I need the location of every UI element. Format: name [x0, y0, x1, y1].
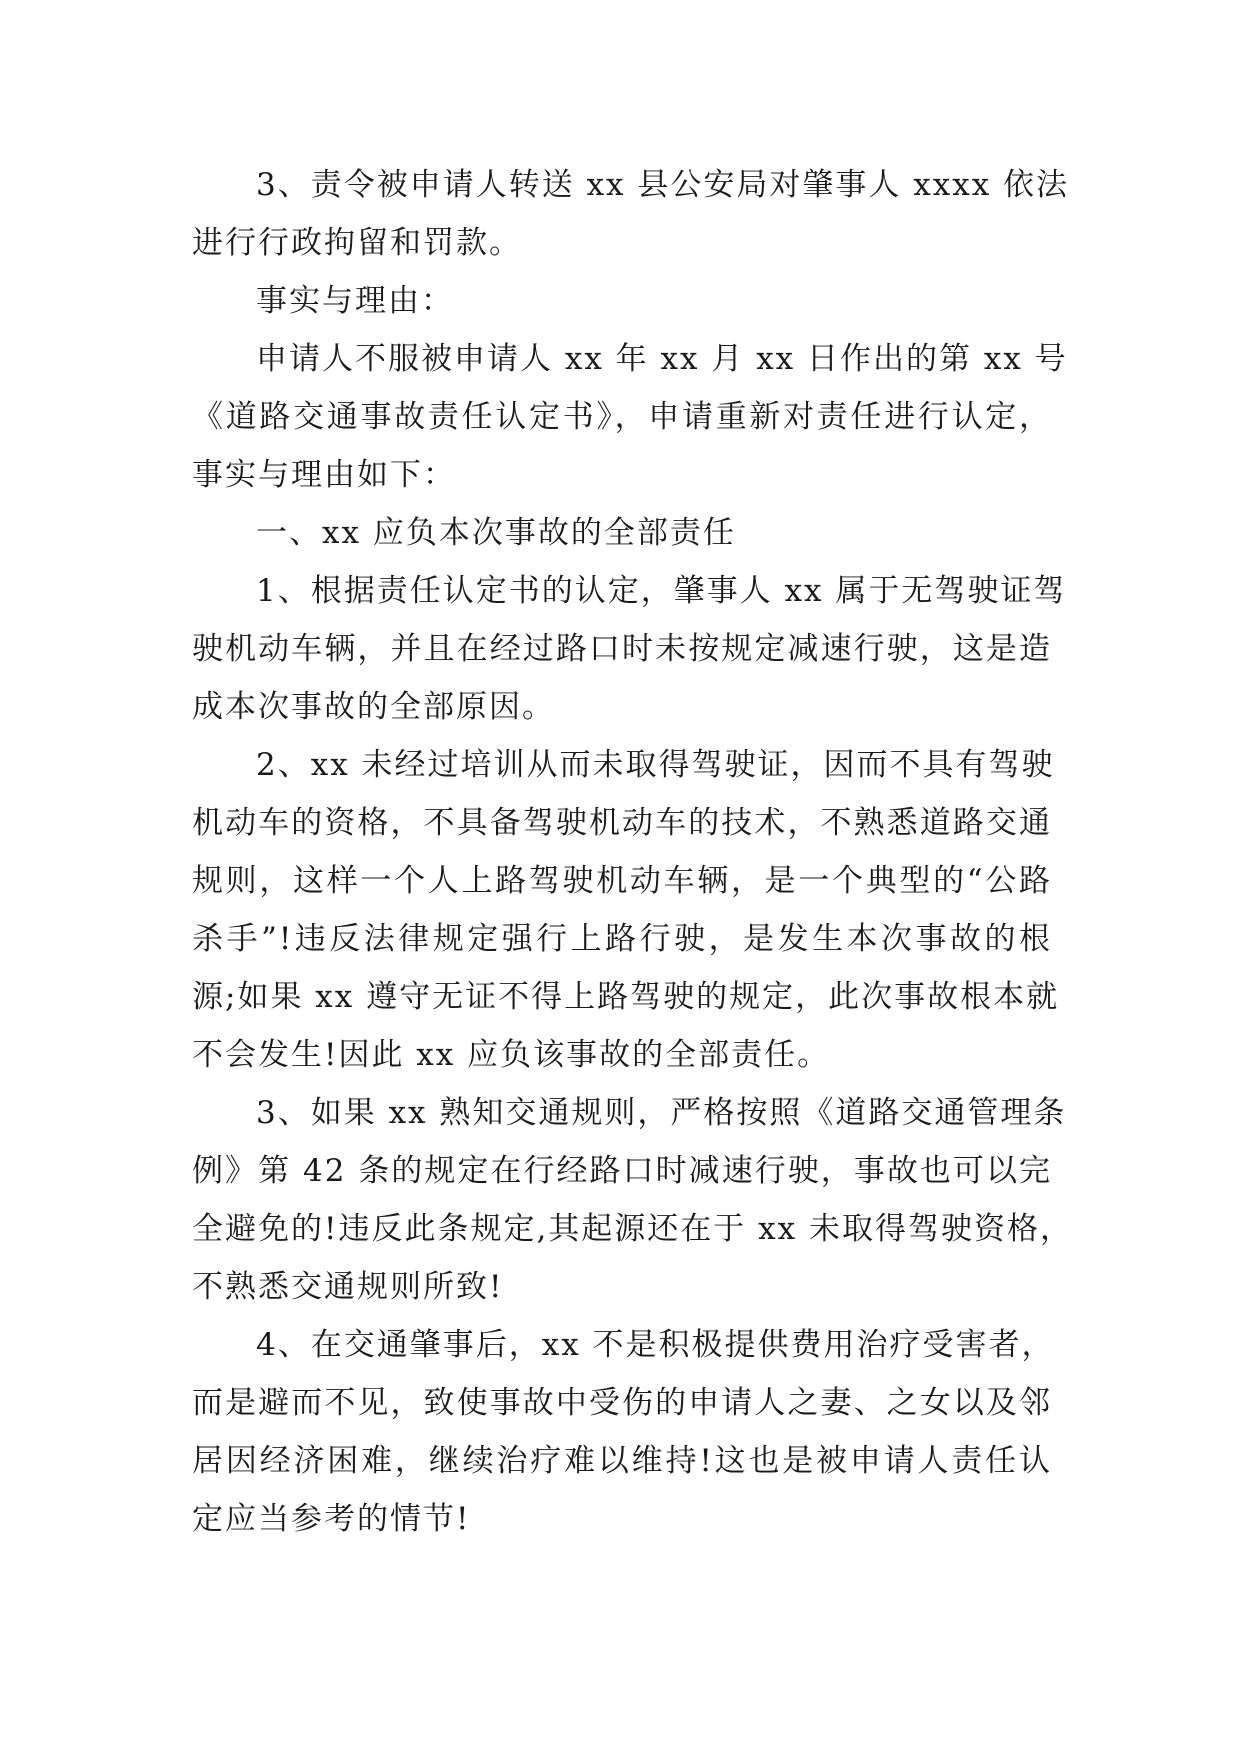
- text-line-1: 3、责令被申请人转送 xx 县公安局对肇事人 xxxx 依法: [256, 167, 1070, 203]
- text-line-24: 定应当参考的情节!: [192, 1501, 471, 1537]
- text-line-13: 规则，这样一个人上路驾驶机动车辆，是一个典型的“公路: [192, 863, 1052, 899]
- text-line-14: 杀手”!违反法律规定强行上路行驶，是发生本次事故的根: [192, 921, 1052, 957]
- text-line-8: 1、根据责任认定书的认定，肇事人 xx 属于无驾驶证驾: [256, 573, 1067, 609]
- text-line-22: 而是避而不见，致使事故中受伤的申请人之妻、之女以及邻: [192, 1385, 1052, 1421]
- text-line-16: 不会发生!因此 xx 应负该事故的全部责任。: [192, 1037, 831, 1073]
- text-line-4: 申请人不服被申请人 xx 年 xx 月 xx 日作出的第 xx 号: [256, 341, 1068, 377]
- text-line-5: 《道路交通事故责任认定书》，申请重新对责任进行认定，: [192, 399, 1052, 435]
- text-line-15: 源;如果 xx 遵守无证不得上路驾驶的规定，此次事故根本就: [192, 979, 1060, 1015]
- text-line-6: 事实与理由如下：: [192, 457, 456, 493]
- text-line-18: 例》第 42 条的规定在行经路口时减速行驶，事故也可以完: [192, 1153, 1052, 1189]
- document-body: [192, 156, 1073, 1548]
- section-heading-facts: 事实与理由：: [256, 283, 454, 319]
- text-line-20: 不熟悉交通规则所致!: [192, 1269, 504, 1305]
- text-line-11: 2、xx 未经过培训从而未取得驾驶证，因而不具有驾驶: [256, 747, 1055, 783]
- subheading-point-one: 一、xx 应负本次事故的全部责任: [256, 515, 736, 551]
- text-line-2: 进行行政拘留和罚款。: [192, 225, 522, 261]
- text-line-10: 成本次事故的全部原因。: [192, 689, 555, 725]
- text-line-9: 驶机动车辆，并且在经过路口时未按规定减速行驶，这是造: [192, 631, 1052, 667]
- text-line-12: 机动车的资格，不具备驾驶机动车的技术，不熟悉道路交通: [192, 805, 1052, 841]
- text-line-21: 4、在交通肇事后，xx 不是积极提供费用治疗受害者，: [256, 1327, 1055, 1363]
- text-line-19: 全避免的!违反此条规定,其起源还在于 xx 未取得驾驶资格，: [192, 1211, 1073, 1247]
- text-line-23: 居因经济困难，继续治疗难以维持!这也是被申请人责任认: [192, 1443, 1052, 1479]
- text-line-17: 3、如果 xx 熟知交通规则，严格按照《道路交通管理条: [256, 1095, 1067, 1131]
